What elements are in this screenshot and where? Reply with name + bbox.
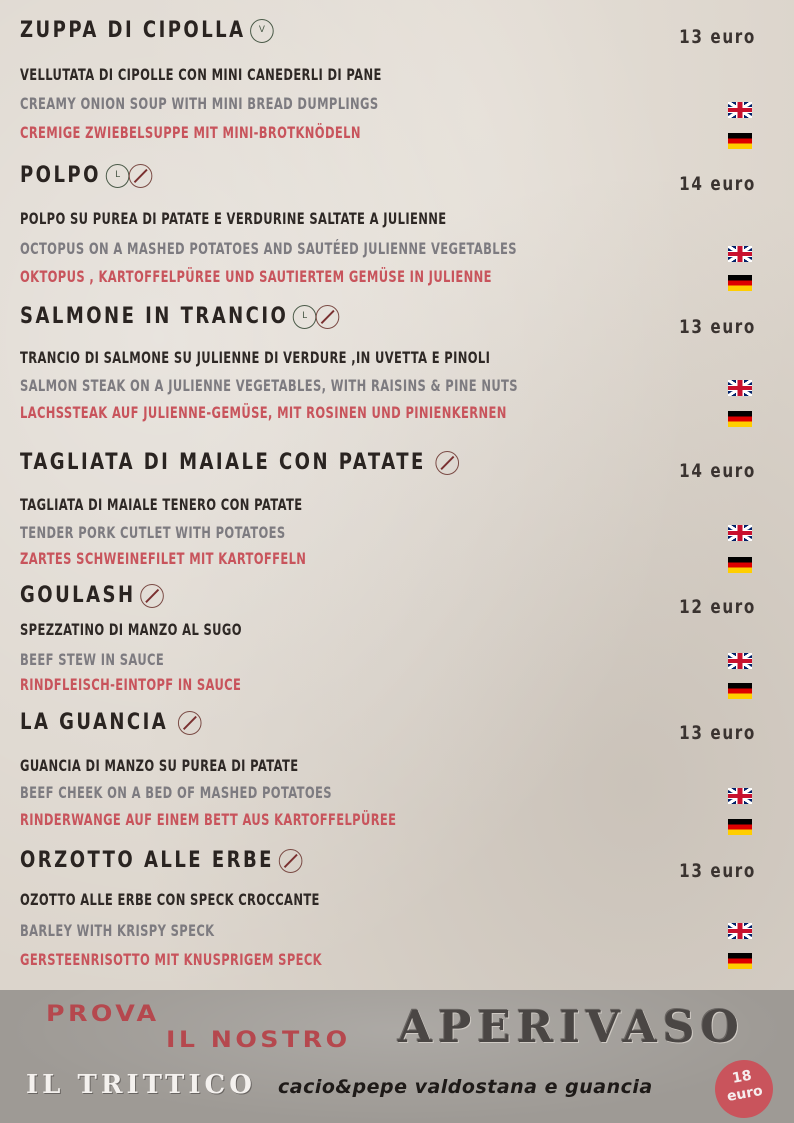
dish-title: ORZOTTO ALLE ERBE	[20, 848, 300, 873]
promo-trittico-description: cacio&pepe valdostana e guancia	[278, 1076, 653, 1098]
uk-flag-icon	[728, 788, 752, 804]
dish-price: 12 euro	[679, 596, 756, 618]
dish-title: GOULASH	[20, 583, 162, 608]
description-german: LACHSSTEAK AUF JULIENNE-GEMÜSE, MIT ROSINEN UND PINIENKERNEN	[20, 403, 507, 422]
description-english: CREAMY ONION SOUP WITH MINI BREAD DUMPLINGS	[20, 94, 379, 113]
lactose-free-icon: L	[293, 305, 317, 329]
gluten-free-icon	[435, 451, 459, 475]
uk-flag-icon	[728, 246, 752, 262]
uk-flag-icon	[728, 923, 752, 939]
promo-trittico-title: IL TRITTICO	[26, 1070, 256, 1100]
promo-price-unit: euro	[725, 1082, 764, 1105]
uk-flag-icon	[728, 525, 752, 541]
dish-price: 14 euro	[679, 460, 756, 482]
dish-title: POLPO L	[20, 163, 150, 188]
dish-price: 13 euro	[679, 26, 756, 48]
german-flag-icon	[728, 953, 752, 969]
description-german: OKTOPUS , KARTOFFELPÜREE UND SAUTIERTEM GEMÜSE IN JULIENNE	[20, 267, 492, 286]
german-flag-icon	[728, 411, 752, 427]
dish-price: 13 euro	[679, 316, 756, 338]
description-italian: VELLUTATA DI CIPOLLE CON MINI CANEDERLI DI PANE	[20, 65, 382, 84]
description-german: ZARTES SCHWEINEFILET MIT KARTOFFELN	[20, 549, 307, 568]
vegetarian-icon: V	[250, 19, 274, 43]
german-flag-icon	[728, 557, 752, 573]
promo-price-value: 18	[730, 1067, 753, 1087]
dish-title: ZUPPA DI CIPOLLA V	[20, 18, 272, 43]
description-english: BEEF CHEEK ON A BED OF MASHED POTATOES	[20, 783, 332, 802]
description-english: BARLEY WITH KRISPY SPECK	[20, 921, 215, 940]
german-flag-icon	[728, 683, 752, 699]
promo-prova-text: PROVA	[46, 1002, 160, 1027]
description-german: GERSTEENRISOTTO MIT KNUSPRIGEM SPECK	[20, 950, 322, 969]
promo-price-badge	[710, 1055, 777, 1122]
uk-flag-icon	[728, 380, 752, 396]
gluten-free-icon	[178, 711, 202, 735]
german-flag-icon	[728, 275, 752, 291]
gluten-free-icon	[279, 849, 303, 873]
description-italian: POLPO SU PUREA DI PATATE E VERDURINE SALTATE A JULIENNE	[20, 209, 447, 228]
aperivaso-promo-banner	[0, 990, 794, 1123]
description-italian: SPEZZATINO DI MANZO AL SUGO	[20, 620, 242, 639]
description-italian: TAGLIATA DI MAIALE TENERO CON PATATE	[20, 495, 303, 514]
promo-aperivaso-title: APERIVASO	[398, 1002, 745, 1053]
dish-price: 13 euro	[679, 860, 756, 882]
german-flag-icon	[728, 133, 752, 149]
description-english: BEEF STEW IN SAUCE	[20, 650, 165, 669]
dish-title: SALMONE IN TRANCIO L	[20, 304, 338, 329]
uk-flag-icon	[728, 102, 752, 118]
description-italian: OZOTTO ALLE ERBE CON SPECK CROCCANTE	[20, 890, 320, 909]
dish-price: 13 euro	[679, 722, 756, 744]
description-italian: GUANCIA DI MANZO SU PUREA DI PATATE	[20, 756, 299, 775]
dish-price: 14 euro	[679, 173, 756, 195]
dish-title: TAGLIATA DI MAIALE CON PATATE	[20, 450, 457, 475]
uk-flag-icon	[728, 653, 752, 669]
description-german: CREMIGE ZWIEBELSUPPE MIT MINI-BROTKNÖDELN	[20, 123, 361, 142]
gluten-free-icon	[140, 584, 164, 608]
description-english: OCTOPUS ON A MASHED POTATOES AND SAUTÉED JULIENNE VEGETABLES	[20, 239, 517, 258]
dish-title: LA GUANCIA	[20, 710, 199, 735]
description-english: SALMON STEAK ON A JULIENNE VEGETABLES, WITH RAISINS & PINE NUTS	[20, 376, 518, 395]
lactose-free-icon: L	[106, 164, 130, 188]
promo-il-nostro-text: IL NOSTRO	[166, 1028, 351, 1053]
description-german: RINDFLEISCH-EINTOPF IN SAUCE	[20, 675, 242, 694]
gluten-free-icon	[316, 305, 340, 329]
gluten-free-icon	[128, 164, 152, 188]
german-flag-icon	[728, 819, 752, 835]
description-italian: TRANCIO DI SALMONE SU JULIENNE DI VERDURE ,IN UVETTA E PINOLI	[20, 348, 491, 367]
description-german: RINDERWANGE AUF EINEM BETT AUS KARTOFFELPÜREE	[20, 810, 397, 829]
description-english: TENDER PORK CUTLET WITH POTATOES	[20, 523, 286, 542]
